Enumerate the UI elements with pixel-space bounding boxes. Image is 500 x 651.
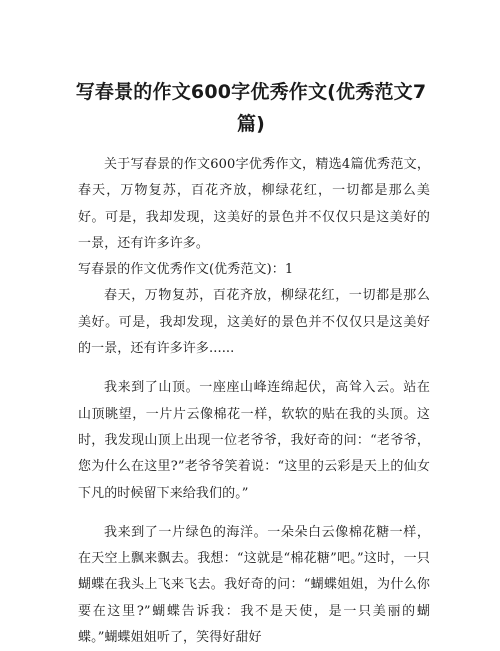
document-body bbox=[78, 152, 430, 651]
body-paragraph-1: 春天，万物复苏，百花齐放，柳绿花红，一切都是那么美好。可是，我却发现，这美好的景色并不仅仅只是这美好的一景，还有许多许多...... bbox=[78, 288, 430, 357]
body-paragraph-2: 我来到了山顶。一座座山峰连绵起伏，高耸入云。站在山顶眺望，一片片云像棉花一样，软软的贴在我的头顶。这时，我发现山顶上出现一位老爷爷，我好奇的问：“老爷爷，您为什么在这里?”老爷爷笑着说：“这里的云彩是天上的仙女下凡的时候留下来给我们的。” bbox=[78, 380, 430, 501]
body-paragraph-3: 我来到了一片绿色的海洋。一朵朵白云像棉花糖一样，在天空上飘来飘去。我想：“这就是“棉花糖”吧。”这时，一只蝴蝶在我头上飞来飞去。我好奇的问：“蝴蝶姐姐，为什么你要在这里?”蝴蝶告诉我：我不是天使，是一只美丽的蝴蝶。”蝴蝶姐姐听了，笑得好甜好 bbox=[78, 524, 430, 646]
intro-paragraph: 关于写春景的作文600字优秀作文，精选4篇优秀范文，春天，万物复苏，百花齐放，柳绿花红，一切都是那么美好。可是，我却发现，这美好的景色并不仅仅只是这美好的一景，还有许多许多。 bbox=[78, 157, 430, 251]
document-title: 写春景的作文600字优秀作文(优秀范文7篇) bbox=[75, 81, 427, 135]
section-heading: 写春景的作文优秀作文(优秀范文)：1 bbox=[78, 262, 294, 278]
